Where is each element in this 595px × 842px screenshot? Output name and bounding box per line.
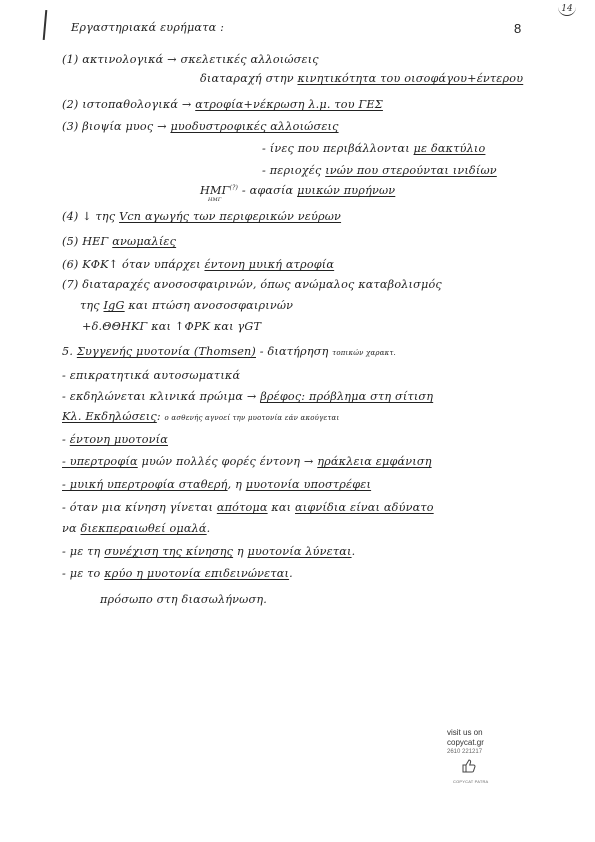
section-5-heading: 5. Συγγενής μυοτονία (Thomsen) - διατήρηση τοπικών χαρακτ. xyxy=(62,345,396,358)
item-5-eeg: (5) ΗΕΓ ανωμαλίες xyxy=(62,235,177,248)
bullet-early-onset: - εκδηλώνεται κλινικά πρώιμα → βρέφος: πρόβλημα στη σίτιση xyxy=(62,390,434,403)
bullet-continued-movement: - με τη συνέχιση της κίνησης η μυοτονία λύνεται. xyxy=(62,545,356,558)
item-1-continuation: διαταραχή στην κινητικότητα του οισοφάγου+έντερου xyxy=(200,72,524,85)
bullet-inheritance: - επικρατητικά αυτοσωματικά xyxy=(62,369,241,382)
note-intubation: πρόσωπο στη διασωλήνωση. xyxy=(100,593,268,606)
item-3-fibers-ring: - ίνες που περιβάλλονται με δακτύλιο xyxy=(262,142,486,155)
thumbs-up-icon xyxy=(461,758,477,774)
bullet-sudden-movement-cont: να διεκπεραιωθεί ομαλά. xyxy=(62,522,211,535)
bullet-hypertrophy: - υπερτροφία μυών πολλές φορές έντονη → ηράκλεια εμφάνιση xyxy=(62,455,432,468)
bullet-cold-worsens: - με το κρύο η μυοτονία επιδεινώνεται. xyxy=(62,567,293,580)
heading-lab-findings: Εργαστηριακά ευρήματα : xyxy=(71,21,225,34)
item-4-nerve-conduction: (4) ↓ της Vcn αγωγής των περιφερικών νεύρων xyxy=(62,210,342,223)
bullet-clinical-signs: Κλ. Εκδηλώσεις: ο ασθενής αγνοεί την μυοτονία εάν ακούγεται xyxy=(62,410,340,423)
footer-visit: visit us on xyxy=(447,728,483,737)
item-3-fibers-fibrils: - περιοχές ινών που στερούνται ινιδίων xyxy=(262,164,497,177)
item-3-muscle-biopsy: (3) βιοψία μυος → μυοδυστροφικές αλλοιώσεις xyxy=(62,120,339,133)
page-number: 8 xyxy=(514,21,522,36)
bullet-sudden-movement: - όταν μια κίνηση γίνεται απότομα και αιφνίδια είναι αδύνατο xyxy=(62,501,434,514)
copycat-footer xyxy=(447,728,527,784)
item-1-radiological: (1) ακτινολογικά → σκελετικές αλλοιώσεις xyxy=(62,53,319,66)
bullet-stable-hypertrophy: - μυική υπερτροφία σταθερή, η μυοτονία υποστρέφει xyxy=(62,478,372,491)
item-6-cpk: (6) ΚΦΚ↑ όταν υπάρχει έντονη μυική ατροφία xyxy=(62,258,335,271)
corner-note: 14 xyxy=(558,3,576,16)
footer-phone: 2610 221217 xyxy=(447,749,483,755)
item-7-immunoglobulins: (7) διαταραχές ανοσοσφαιρινών, όπως ανώμαλος καταβολισμός xyxy=(62,278,442,291)
item-7-enzymes: +δ.ΘΘΗΚΓ και ↑ΦΡΚ και γGT xyxy=(82,320,262,333)
margin-mark xyxy=(43,10,48,40)
footer-brand: COPYCAT PATRA xyxy=(453,779,489,784)
footer-site: copycat.gr xyxy=(447,738,484,747)
bullet-intense-myotonia: - έντονη μυοτονία xyxy=(62,433,169,446)
item-3-emg-note: HMΓ(?) ΗΜΓ - αφασία μυικών πυρήνων xyxy=(200,184,396,203)
item-2-histopathology: (2) ιστοπαθολογικά → ατροφία+νέκρωση λ.μ. του ΓΕΣ xyxy=(62,98,383,111)
item-7-igg: της IgG και πτώση ανοσοσφαιρινών xyxy=(80,299,294,312)
